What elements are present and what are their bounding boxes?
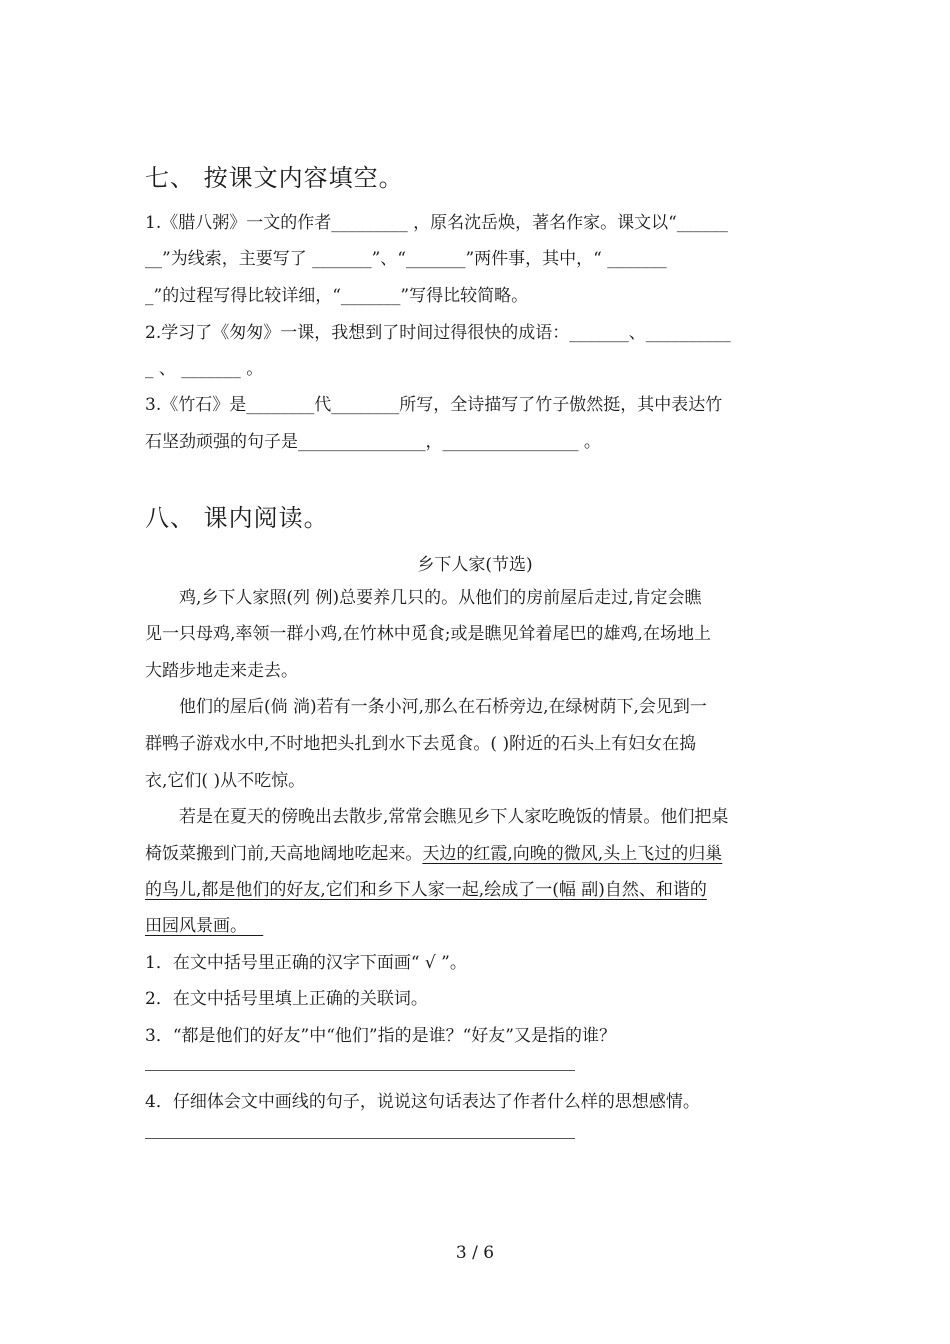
s7-line-7: 石坚劲顽强的句子是_______________，________________ 。 — [145, 432, 601, 452]
underlined-sentence-part-1: 天边的红霞,向晚的微风,头上飞过的归巢 — [422, 844, 723, 864]
s7-line-1: 1.《腊八粥》一文的作者_________ ，原名沈岳焕，著名作家。课文以“______ — [145, 213, 728, 233]
section-7-title: 七、 按课文内容填空。 — [145, 164, 404, 192]
question-1: 1．在文中括号里正确的汉字下面画“ √ ”。 — [145, 953, 467, 973]
underlined-sentence-part-3: 田园风景画。 — [145, 916, 264, 936]
p2-line-3: 衣,它们( )从不吃惊。 — [145, 771, 306, 791]
s7-line-6: 3.《竹石》是________代________所写，全诗描写了竹子傲然挺，其中表达竹 — [145, 395, 723, 415]
answer-line-4[interactable] — [145, 1138, 575, 1139]
s7-line-4: 2.学习了《匆匆》一课，我想到了时间过得很快的成语：_______、__________ — [145, 323, 731, 343]
p3-line-2 — [145, 843, 722, 865]
question-3: 3．“都是他们的好友”中“他们”指的是谁？“好友”又是指的谁？ — [145, 1026, 616, 1046]
answer-line-3[interactable] — [145, 1070, 575, 1071]
p3-line-1: 若是在夏天的傍晚出去散步,常常会瞧见乡下人家吃晚饭的情景。他们把桌 — [179, 807, 729, 827]
passage-title: 乡下人家(节选) — [417, 555, 533, 575]
section-8-title: 八、 课内阅读。 — [145, 504, 329, 532]
p2-line-1: 他们的屋后(倘 淌)若有一条小河,那么在石桥旁边,在绿树荫下,会见到一 — [179, 697, 707, 717]
s7-line-5: _ 、 _______ 。 — [145, 359, 264, 379]
s7-line-2: __”为线索，主要写了 _______”、“_______”两件事，其中，“ _______ — [145, 249, 667, 269]
p1-line-2: 见一只母鸡,率领一群小鸡,在竹林中觅食;或是瞧见耸着尾巴的雄鸡,在场地上 — [145, 624, 711, 644]
page-number: 3 / 6 — [455, 1243, 495, 1263]
p1-line-3: 大踏步地走来走去。 — [145, 661, 298, 681]
p2-line-2: 群鸭子游戏水中,不时地把头扎到水下去觅食。( )附近的石头上有妇女在捣 — [145, 734, 697, 754]
question-4: 4．仔细体会文中画线的句子，说说这句话表达了作者什么样的思想感情。 — [145, 1092, 700, 1112]
s7-line-3: _”的过程写得比较详细，“_______”写得比较简略。 — [145, 286, 529, 306]
underlined-sentence-part-2: 的鸟儿,都是他们的好友,它们和乡下人家一起,绘成了一(幅 副)自然、和谐的 — [145, 880, 707, 900]
p3-line-2-plain: 椅饭菜搬到门前,天高地阔地吃起来。 — [145, 844, 423, 864]
question-2: 2．在文中括号里填上正确的关联词。 — [145, 989, 428, 1009]
p1-line-1: 鸡,乡下人家照(列 例)总要养几只的。从他们的房前屋后走过,肯定会瞧 — [179, 588, 702, 608]
